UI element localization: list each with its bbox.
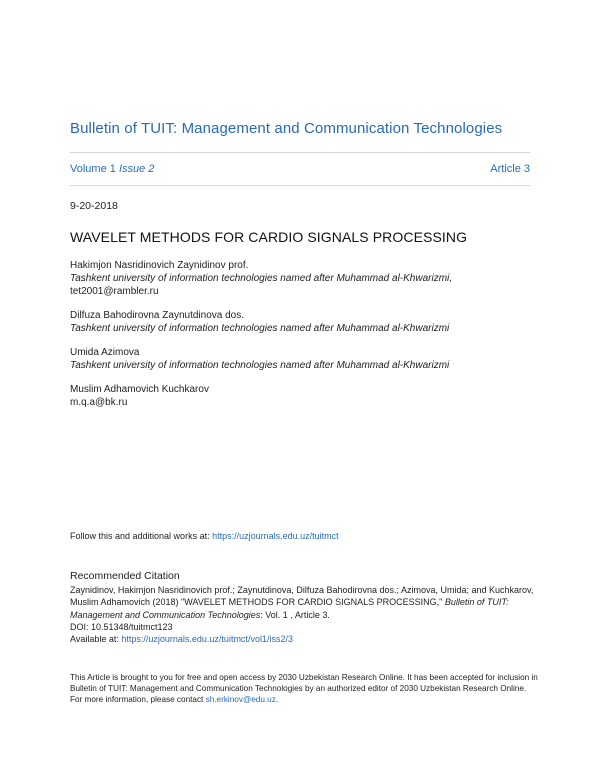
author-block <box>70 259 540 298</box>
journal-title[interactable]: Bulletin of TUIT: Management and Communication Technologies <box>70 120 503 137</box>
author-affiliation: Tashkent university of information technologies named after Muhammad al-Khwarizmi <box>70 323 450 334</box>
follow-line <box>70 531 339 541</box>
citation-available-label: Available at: <box>70 634 122 645</box>
citation-heading: Recommended Citation <box>70 570 180 582</box>
citation-authors: Zaynidinov, Hakimjon Nasridinovich prof.; Zaynutdinova, Dilfuza Bahodirovna dos.; Azimova, Umida; and Kuchkarov, Muslim Adhamovich (2018) "WAVELET METHODS FOR CARDIO SIGNALS PROCESSING," <box>70 585 534 608</box>
author-block <box>70 346 540 372</box>
publication-date: 9-20-2018 <box>70 200 118 212</box>
author-affiliation: Tashkent university of information technologies named after Muhammad al-Khwarizmi <box>70 360 450 371</box>
author-block <box>70 309 540 335</box>
paper-title: WAVELET METHODS FOR CARDIO SIGNALS PROCESSING <box>70 229 468 245</box>
volume-issue-line <box>70 163 530 175</box>
contact-email-link[interactable]: sh.erkinov@edu.uz <box>205 695 276 705</box>
footer-text: This Article is brought to you for free and open access by 2030 Uzbekistan Research Online. It has been accepted for inclusion in Bulletin of TUIT: Management and Communication Technologies by an authorized editor of 2030 Uzbekistan Research Online. For more information, please contact <box>70 673 538 705</box>
citation-link[interactable]: https://uzjournals.edu.uz/tuitmct/vol1/iss2/3 <box>121 634 293 645</box>
issue-link[interactable]: Issue 2 <box>118 163 155 175</box>
author-name: Umida Azimova <box>70 347 140 358</box>
citation-journal: Bulletin of TUIT: Management and Communication Technologies <box>70 597 509 620</box>
article-number[interactable]: Article 3 <box>490 163 530 175</box>
author-name: Dilfuza Bahodirovna Zaynutdinova dos. <box>70 310 244 321</box>
footer-notice <box>70 672 540 706</box>
volume-link[interactable]: Volume 1 <box>70 163 116 175</box>
author-email: m.q.a@bk.ru <box>70 397 128 408</box>
author-block <box>70 383 540 409</box>
author-email: tet2001@rambler.ru <box>70 286 159 297</box>
citation-body <box>70 584 540 645</box>
bottom-divider <box>70 185 530 186</box>
follow-text: Follow this and additional works at: <box>70 531 213 541</box>
top-divider <box>70 152 530 153</box>
citation-volume: : Vol. 1 , Article 3. <box>260 609 330 620</box>
author-name: Muslim Adhamovich Kuchkarov <box>70 384 209 395</box>
citation-doi: DOI: 10.51348/tuitmct123 <box>70 621 173 632</box>
author-name: Hakimjon Nasridinovich Zaynidinov prof. <box>70 260 249 271</box>
author-affiliation: Tashkent university of information technologies named after Muhammad al-Khwarizmi, <box>70 273 453 284</box>
follow-link[interactable]: https://uzjournals.edu.uz/tuitmct <box>212 531 339 541</box>
footer-end: . <box>275 695 279 705</box>
